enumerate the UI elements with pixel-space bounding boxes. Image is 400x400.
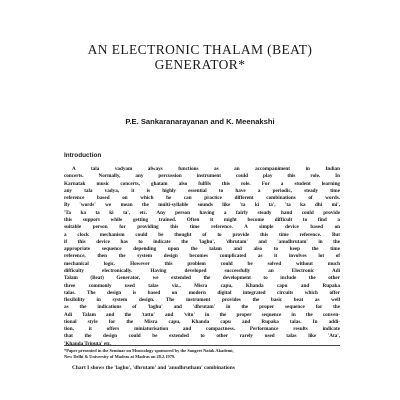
body-line: 'Khanda Triputa' etc.: [64, 340, 112, 347]
body-line: flexibility in system design. The instrument provides the basic beat as well: [64, 297, 340, 304]
body-line: that the design could be extended to other rarely used talas like 'Ata',: [64, 333, 340, 340]
body-line: concerts. Normally, any percussion instrument could play this role. In: [64, 173, 340, 180]
paper-title-line-2: GENERATOR*: [154, 57, 246, 72]
chart-intro-line: Chart I shows the 'laghu', 'dhrutam' and 'anudhrutham' combinations: [72, 365, 235, 371]
author-names: P.E. Sankaranarayanan and K. Meenakshi: [125, 117, 275, 126]
footnote: [64, 345, 340, 359]
body-line: Adi Talam and the 'tattu' and 'vitu' in the proper sequence in the conven-: [64, 311, 340, 318]
section-heading: Introduction: [64, 152, 102, 159]
footnote-line: New Delhi & University of Madras at Madras on 28.2.1979.: [64, 353, 176, 359]
body-line: as the indications of 'laghu' and 'dhrutam' in the proper sequence for the: [64, 304, 340, 311]
body-line: reference, then the system design becomes complicated as it involves lot of: [64, 253, 340, 260]
body-line: reference based on which he can practice different combinations of words.: [64, 195, 340, 202]
body-line: this support while getting trained. Often it might become difficult to find a: [64, 216, 340, 223]
body-line: difficulty electronically. Having developed successfully an Electronic Adi: [64, 267, 340, 274]
body-line: By 'words' we mean the multi-syllable sounds like 'ta ki ta', 'ta ka dhi mi',: [64, 202, 340, 209]
body-line: A tala vadyam always functions as an accompaniment in Indian: [72, 166, 340, 172]
paper-title-line-1: AN ELECTRONIC THALAM (BEAT): [87, 42, 313, 57]
body-line: any tala vadya, it is highly essential to have a periodic, steady time: [64, 187, 340, 194]
body-line: a clock mechanism could be thought of to provide this time reference. But: [64, 231, 340, 238]
body-line: mechanical logic. However this problem could be solved without much: [64, 260, 340, 267]
body-line: Karnatak music concerts, ghatam also fulfils this role. For a student learning: [64, 180, 340, 187]
paper-title: [40, 42, 360, 72]
body-paragraph: [64, 166, 340, 348]
footnote-line: *Paper presented in the Seminar on Musicology sponsored by the Sangeet Natak Akademi,: [64, 348, 234, 353]
body-line: 'Ta ka ta ki ta', etc. Any person having a fairly steady hand could provide: [64, 209, 340, 216]
body-line: suitable person for providing this time reference. A simple device based on: [64, 224, 340, 231]
body-line: if this device has to indicate the 'laghu', 'dhrutam' and 'anudhrutam' in the: [64, 238, 340, 245]
body-line: tion, it offers miniaturisation and compactness. Performance results indicate: [64, 326, 340, 333]
body-line: three commonly used talas viz., Misra capu, Khanda capu and Rupaka: [64, 282, 340, 289]
body-line: appropriate sequence depending upon the talam and also to keep the time: [64, 246, 340, 253]
body-line: talas. The design is based on modern digital integrated circuits which offer: [64, 289, 340, 296]
body-line: Talam (Beat) Generator, we extended the development to include the other: [64, 275, 340, 282]
body-line: tional style for the Misra capu, Khanda capu and Rupaka talas. In addi-: [64, 318, 340, 325]
